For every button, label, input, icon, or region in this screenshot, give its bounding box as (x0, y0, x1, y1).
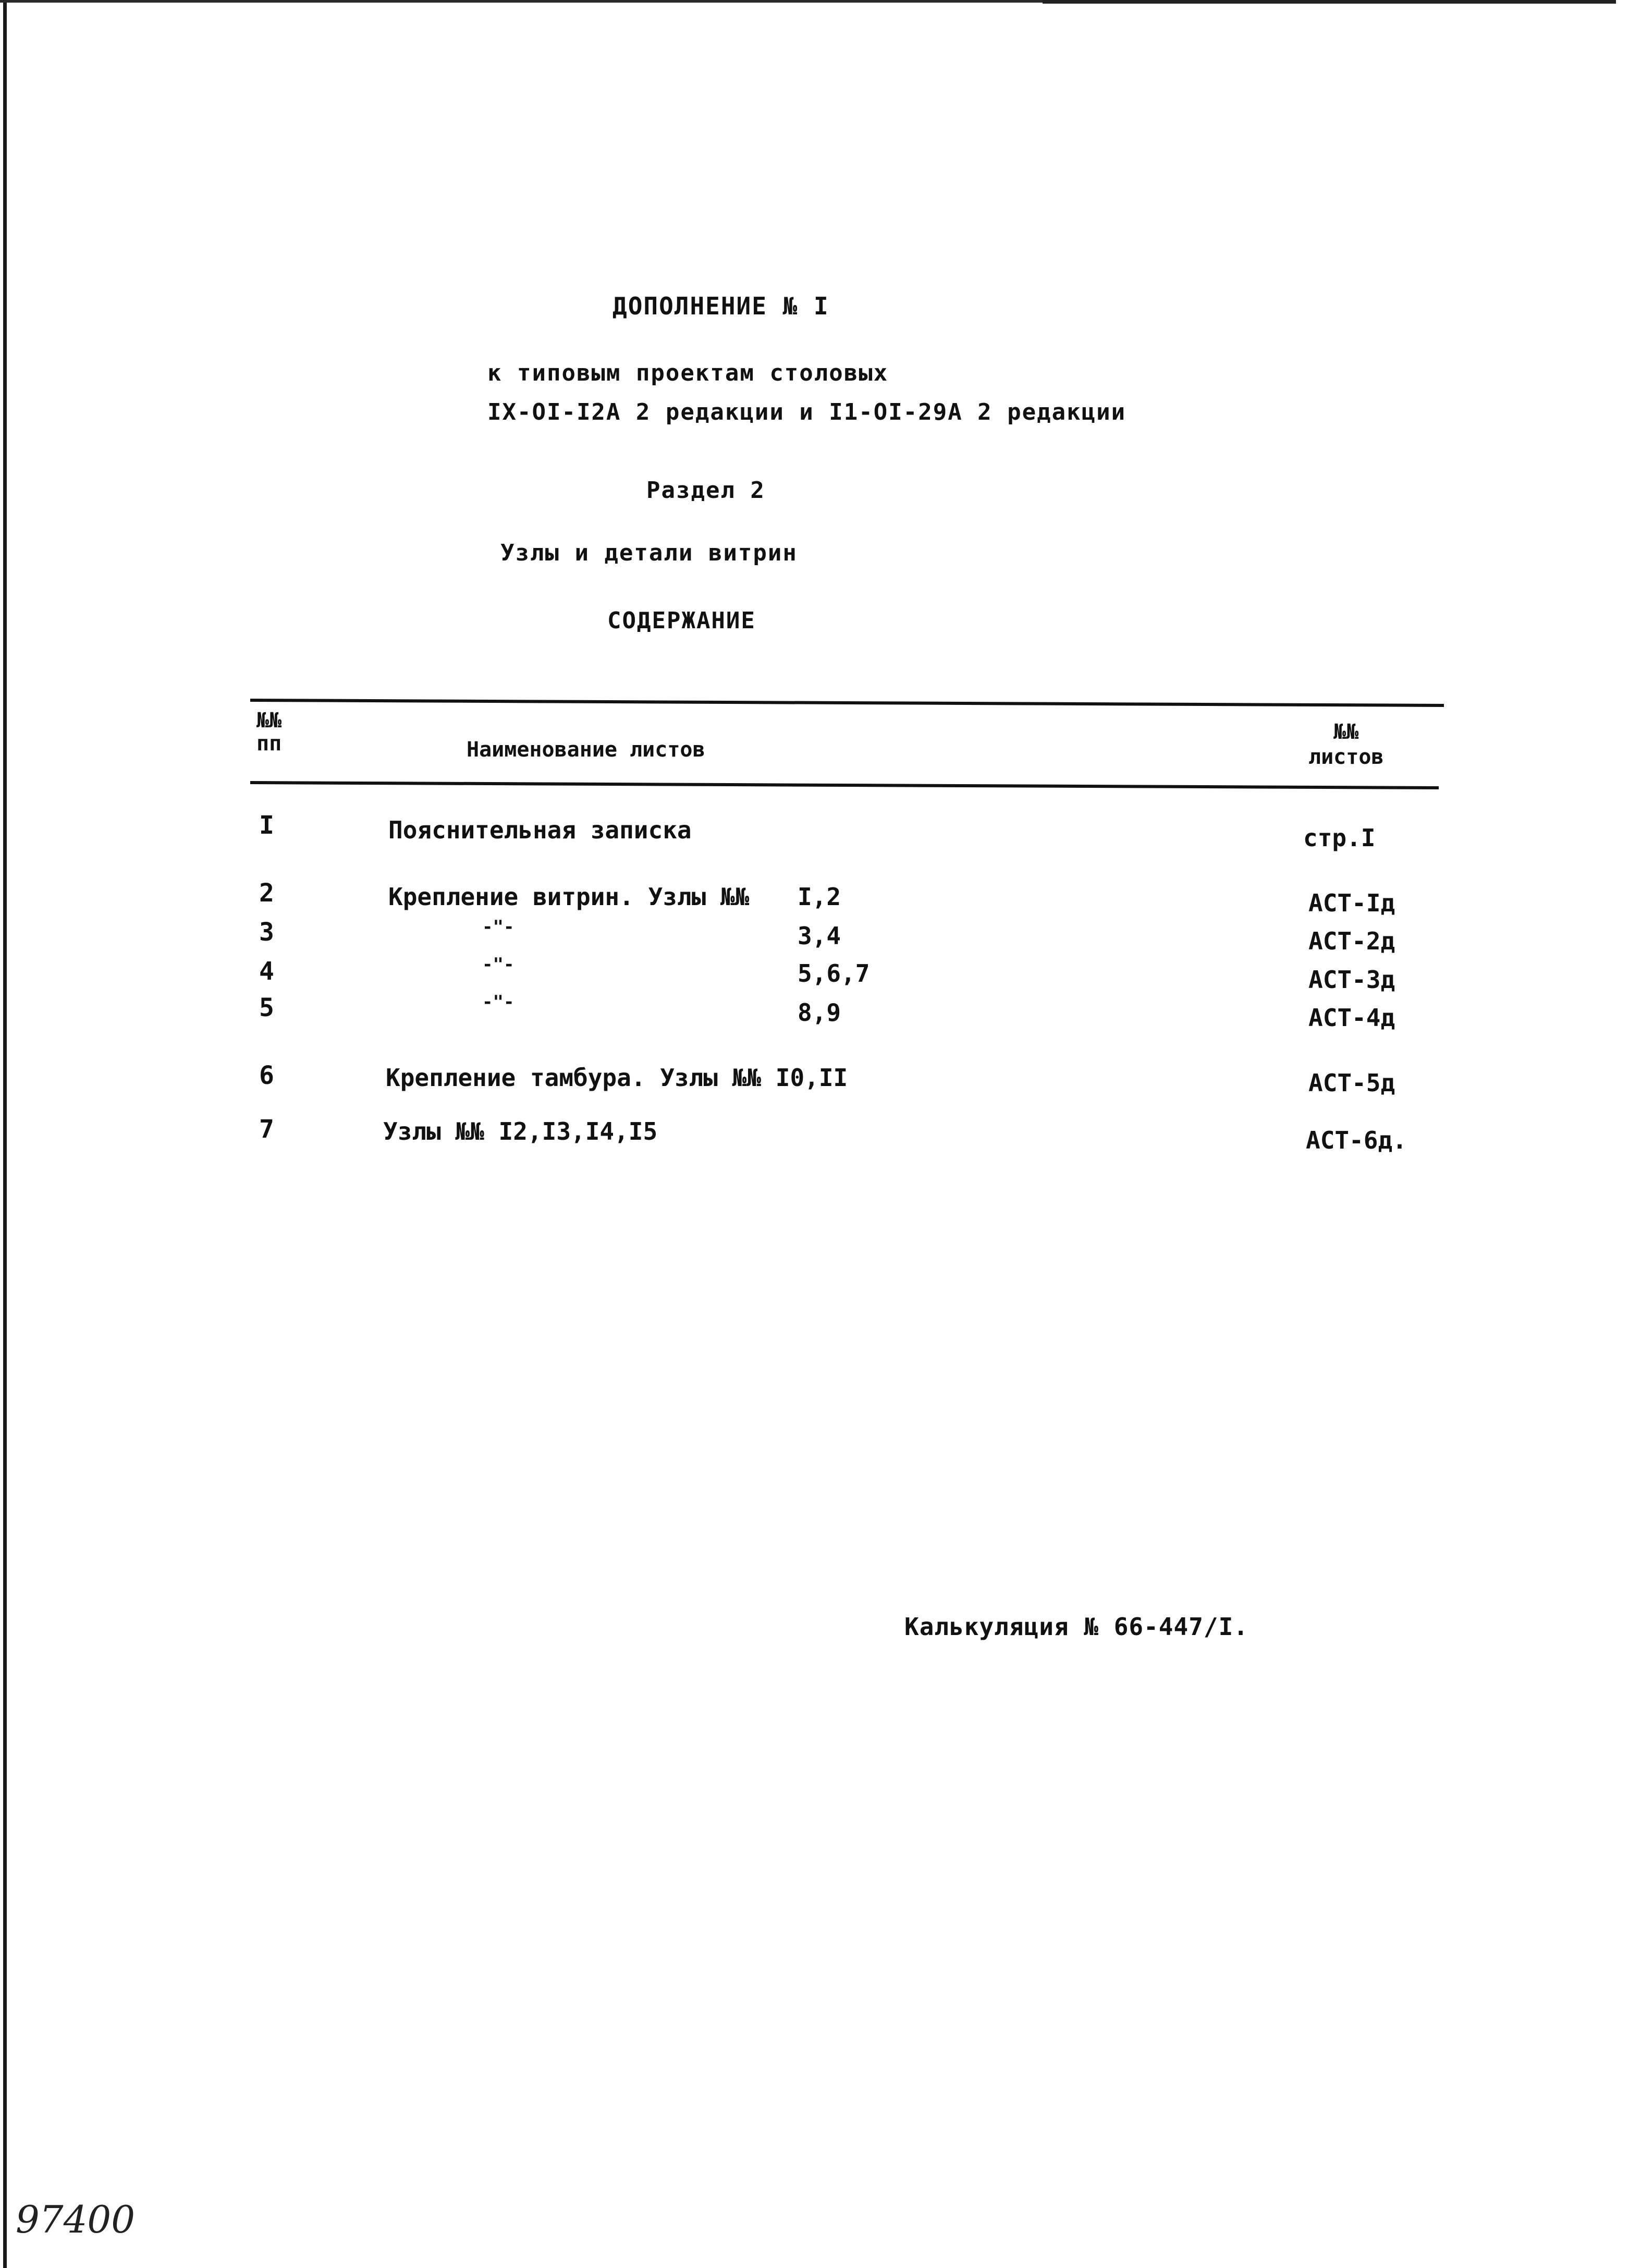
row-4-nodes: 5,6,7 (798, 959, 870, 987)
row-3-sheet: АСТ-2д (1308, 927, 1395, 955)
subtitle-line-1: к типовым проектам столовых (487, 360, 889, 386)
header-num-line-1: №№ (256, 709, 282, 733)
page-edge-left (3, 0, 7, 2268)
row-2-nodes: I,2 (798, 883, 841, 911)
row-5-num: 5 (259, 993, 274, 1022)
row-5-nodes: 8,9 (798, 998, 841, 1027)
row-4-name: -"- (482, 954, 515, 975)
table-header-rule (250, 781, 1439, 789)
row-1-num: I (259, 811, 274, 840)
handwritten-number: 97400 (16, 2198, 136, 2241)
row-2-sheet: АСТ-Iд (1308, 889, 1395, 917)
header-num-line-2: пп (256, 731, 282, 755)
row-6-num: 6 (259, 1061, 274, 1090)
row-7-num: 7 (259, 1115, 274, 1144)
table-top-rule (250, 699, 1444, 707)
header-num-column (256, 709, 281, 755)
row-5-sheet: АСТ-4д (1308, 1004, 1395, 1032)
section-label: Раздел 2 (646, 477, 765, 504)
row-6-name: Крепление тамбура. Узлы №№ I0,II (386, 1064, 848, 1092)
row-7-name: Узлы №№ I2,I3,I4,I5 (383, 1117, 658, 1145)
header-sheet-line-2: листов (1308, 745, 1384, 769)
row-3-num: 3 (259, 918, 274, 947)
header-sheet-line-1: №№ (1333, 720, 1359, 744)
page-edge-top-right (1043, 0, 1616, 4)
subtitle-line-2: IX-OI-I2A 2 редакции и I1-OI-29A 2 редакции (487, 399, 1126, 425)
document-title: ДОПОЛНЕНИЕ № I (613, 292, 829, 320)
row-2-name: Крепление витрин. Узлы №№ (388, 883, 750, 911)
calculation-reference: Калькуляция № 66-447/I. (904, 1613, 1248, 1641)
row-3-nodes: 3,4 (798, 922, 841, 950)
row-5-name: -"- (482, 992, 515, 1013)
row-4-num: 4 (259, 957, 274, 986)
header-name-column: Наименование листов (467, 738, 705, 762)
row-3-name: -"- (482, 917, 515, 937)
row-6-sheet: АСТ-5д (1308, 1069, 1395, 1097)
section-name: Узлы и детали витрин (500, 540, 798, 566)
row-4-sheet: АСТ-3д (1308, 966, 1395, 994)
row-2-num: 2 (259, 879, 274, 908)
contents-heading: СОДЕРЖАНИЕ (607, 607, 756, 634)
row-1-sheet: стр.I (1303, 824, 1376, 852)
row-1-name: Пояснительная записка (388, 816, 692, 844)
row-7-sheet: АСТ-6д. (1306, 1126, 1407, 1154)
header-sheet-column (1308, 720, 1384, 770)
